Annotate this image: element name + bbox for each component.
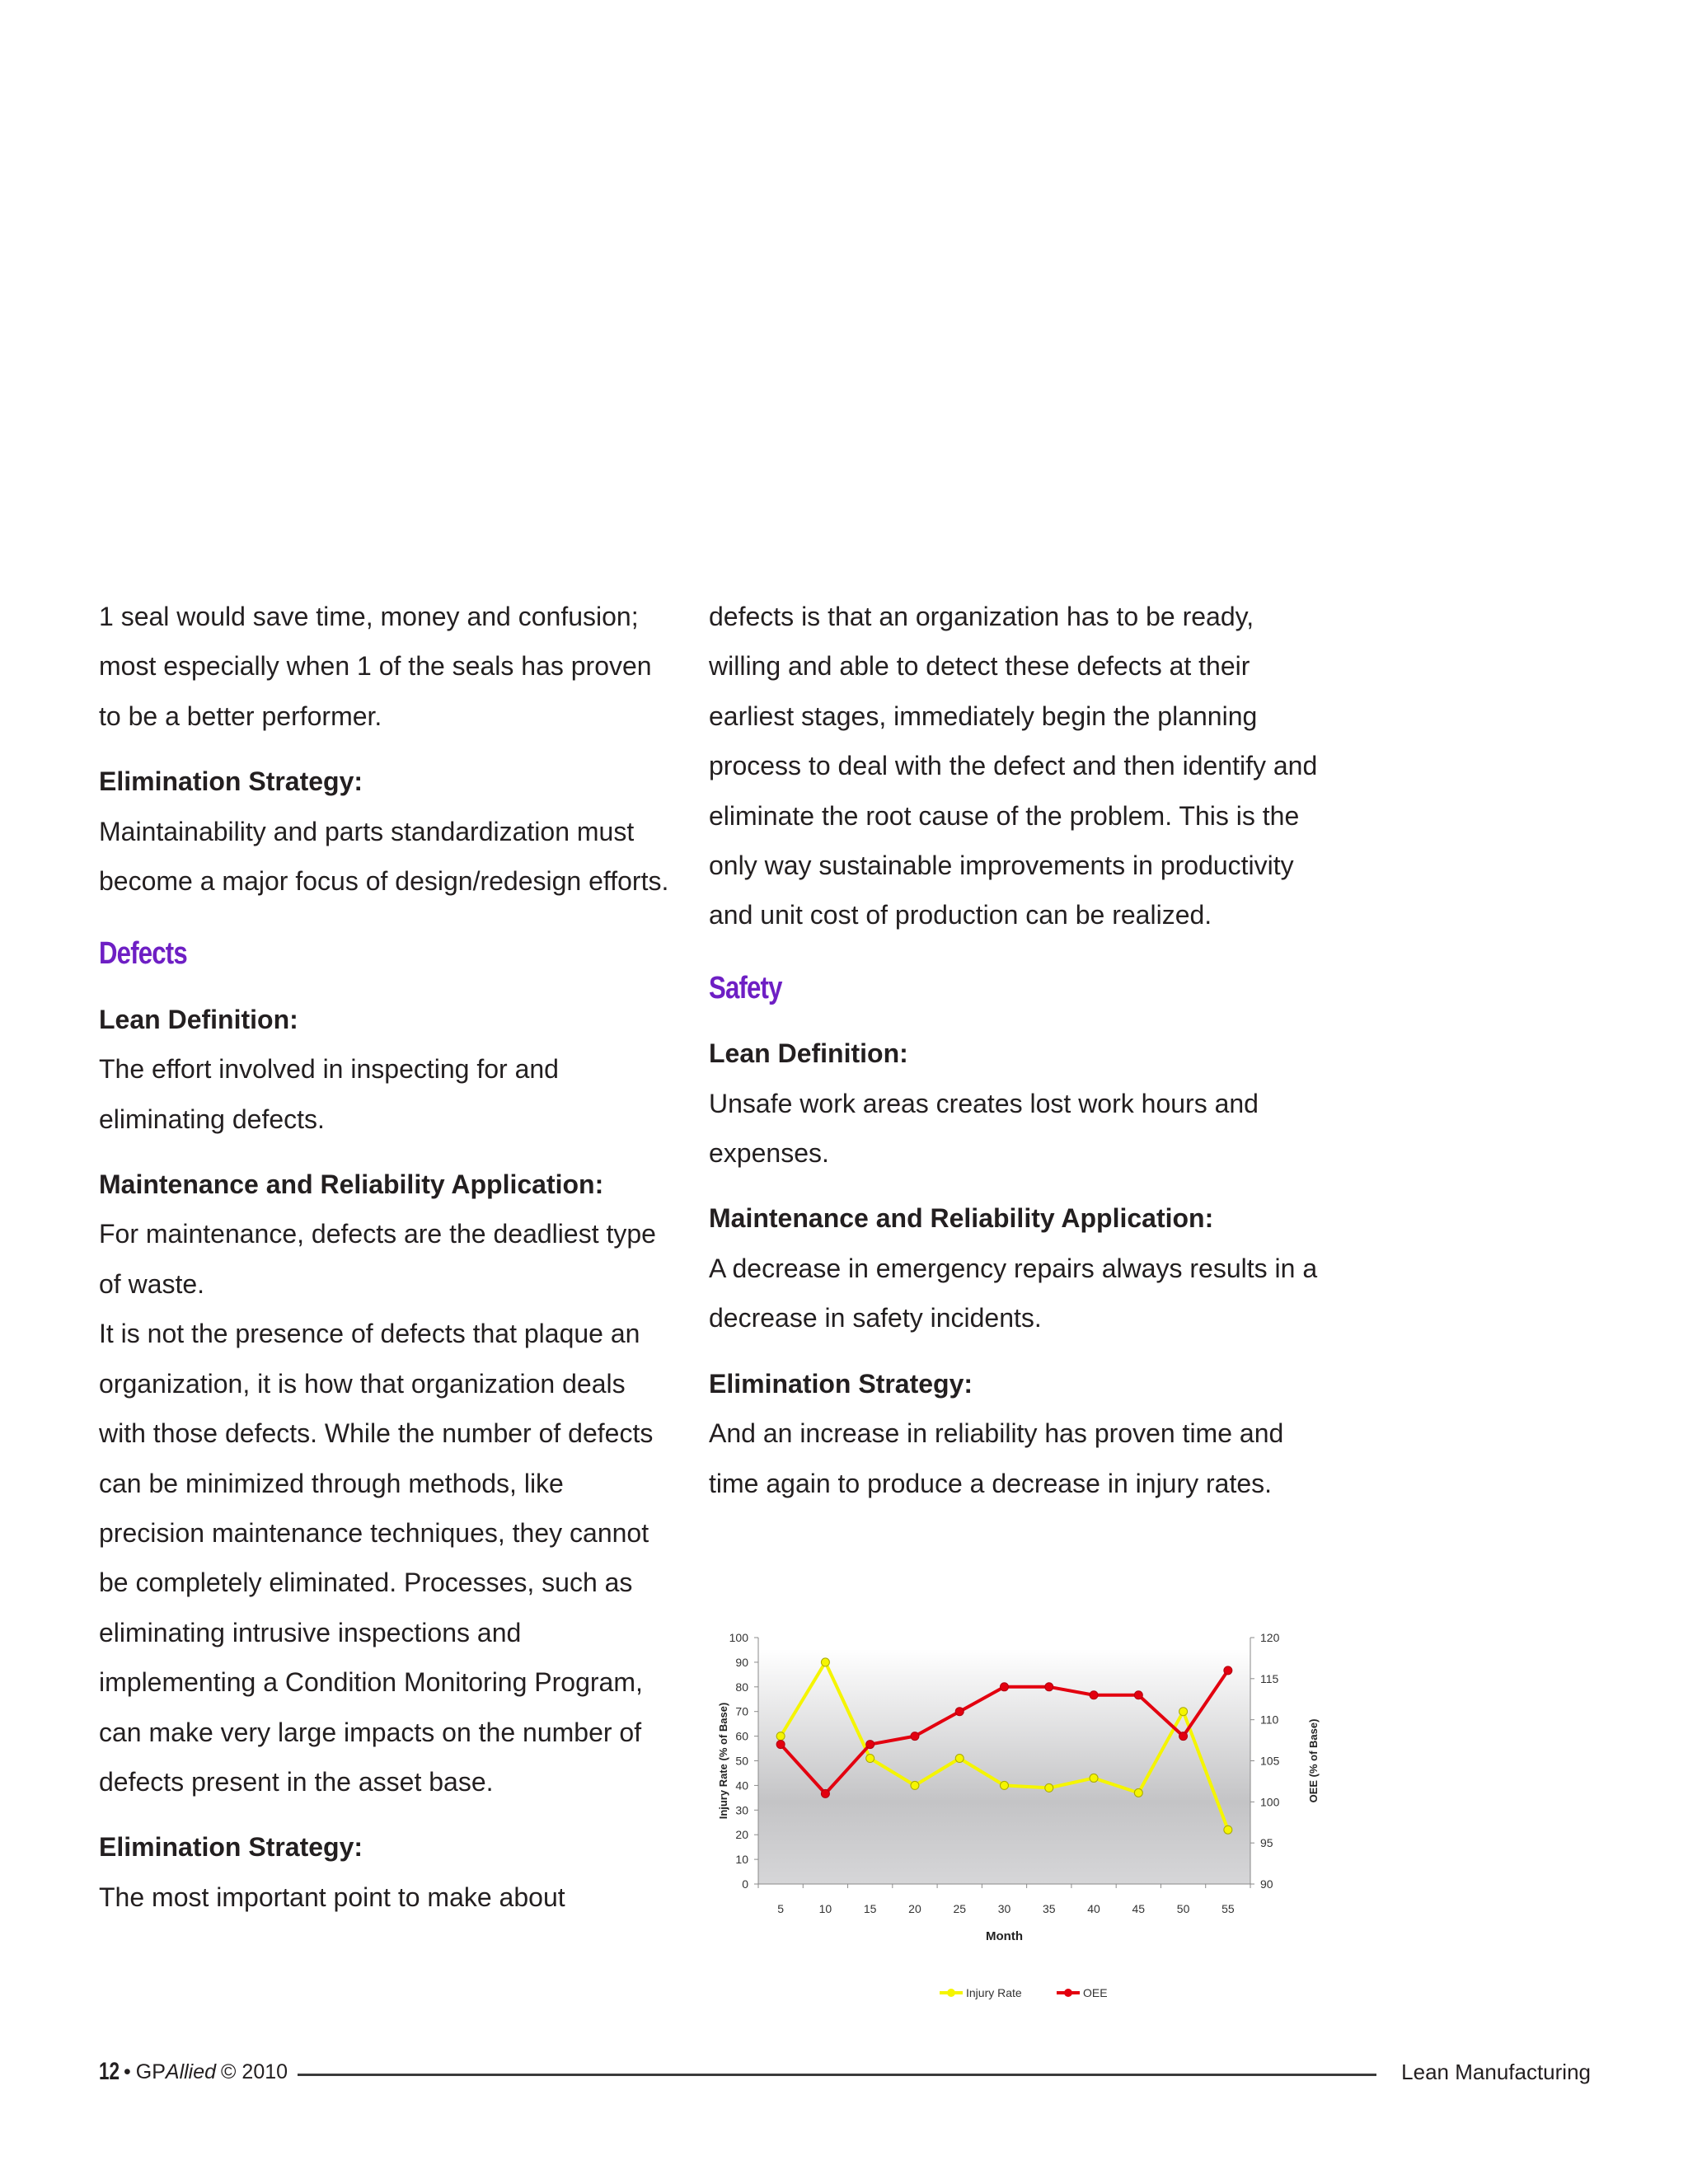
data-point [911,1781,919,1789]
y-tick-label: 100 [729,1631,748,1644]
data-point [1179,1732,1188,1741]
brand-prefix: GP [135,2060,166,2083]
data-point [1134,1691,1142,1699]
data-point [1090,1774,1098,1782]
subheading: Maintenance and Reliability Application: [99,1169,604,1200]
legend-label: OEE [1083,1986,1108,1999]
x-tick-label: 50 [1176,1902,1190,1915]
y-tick-label: 30 [735,1803,748,1817]
data-point [955,1708,964,1716]
y2-tick-label: 110 [1260,1713,1279,1727]
legend-marker-icon [947,1989,955,1997]
x-tick-label: 35 [1042,1902,1056,1915]
y-tick-label: 50 [735,1754,748,1768]
paragraph: The effort involved in inspecting for and eliminating defects. [99,1054,559,1134]
y2-tick-label: 90 [1260,1877,1273,1891]
paragraph: For maintenance, defects are the deadliest type of waste. [99,1219,656,1299]
paragraph: 1 seal would save time, money and confusion; most especially when 1 of the seals has proven to be a better performer. [99,602,652,731]
paragraph: The most important point to make about [99,1882,565,1912]
footer-rule [298,2074,1376,2076]
data-point [1001,1781,1009,1789]
y-tick-label: 90 [735,1655,748,1669]
data-point [866,1741,874,1749]
data-point [1224,1825,1232,1834]
data-point [866,1755,874,1763]
data-point [1045,1683,1053,1691]
paragraph: It is not the presence of defects that plaque an organization, it is how that organization deals with those defects. While the number of defects can be minimized through methods, like precision maintenance techniques, they cannot be completely eliminated. Processes, such as eliminating intrusive inspections and implementing a Condition Monitoring Program, can make very large impacts on the number of defects present in the asset base. [99,1319,654,1797]
right-column [709,592,1319,1508]
data-point [1001,1683,1009,1691]
paragraph: And an increase in reliability has proven time and time again to produce a decrease in injury rates. [709,1418,1284,1498]
paragraph: Unsafe work areas creates lost work hours and expenses. [709,1088,1259,1169]
y2-tick-label: 115 [1260,1671,1279,1685]
x-tick-label: 30 [997,1902,1011,1915]
x-tick-label: 5 [777,1902,785,1915]
section-heading: Defects [99,936,187,972]
y2-tick-label: 100 [1260,1795,1280,1809]
y-tick-label: 0 [742,1877,748,1891]
subheading: Elimination Strategy: [99,766,363,797]
data-point [821,1658,829,1666]
data-point [821,1789,829,1797]
x-tick-label: 45 [1132,1902,1146,1915]
subheading: Lean Definition: [99,1004,298,1034]
subheading: Elimination Strategy: [709,1368,973,1399]
data-point [1090,1691,1098,1699]
x-tick-label: 55 [1221,1902,1235,1915]
data-point [1224,1666,1232,1675]
data-point [776,1741,785,1749]
brand-italic: Allied [165,2060,217,2083]
x-tick-label: 25 [953,1902,967,1915]
subheading: Maintenance and Reliability Application: [709,1203,1214,1234]
left-column [99,592,676,1922]
paragraph: A decrease in emergency repairs always results in a decrease in safety incidents. [709,1253,1318,1333]
data-point [955,1755,964,1763]
paragraph: Maintainability and parts standardization must become a major focus of design/redesign efforts. [99,816,669,897]
data-point [776,1732,785,1741]
y2-tick-label: 105 [1260,1754,1280,1768]
subheading: Elimination Strategy: [99,1832,363,1863]
y-tick-label: 60 [735,1729,748,1743]
page-number: 12 [99,2058,120,2085]
data-point [1179,1708,1188,1716]
y-axis-title: Injury Rate (% of Base) [717,1702,729,1820]
paragraph: defects is that an organization has to be ready, willing and able to detect these defects at their earliest stages, immediately begin the planning process to deal with the defect and then identify and eliminate the root cause of the problem. This is the only way sustainable improvements in productivity and unit cost of production can be realized. [709,602,1318,930]
x-tick-label: 15 [863,1902,877,1915]
legend-marker-icon [1064,1989,1072,1997]
footer-bullet: • [124,2060,131,2083]
x-tick-label: 20 [908,1902,921,1915]
data-point [911,1732,919,1741]
copyright: © 2010 [221,2060,288,2083]
section-heading: Safety [709,970,782,1005]
y-tick-label: 80 [735,1680,748,1694]
footer-section-title: Lean Manufacturing [1401,2059,1591,2084]
y2-axis-title: OEE (% of Base) [1307,1718,1320,1803]
y-tick-label: 10 [735,1853,748,1867]
page-footer [99,2055,1591,2088]
subheading: Lean Definition: [709,1038,908,1069]
y-tick-label: 20 [735,1828,748,1842]
legend-label: Injury Rate [966,1986,1022,1999]
y-tick-label: 40 [735,1779,748,1793]
x-tick-label: 40 [1087,1902,1100,1915]
y2-tick-label: 120 [1260,1631,1280,1644]
y2-tick-label: 95 [1260,1836,1273,1850]
data-point [1045,1783,1053,1792]
data-point [1134,1788,1142,1797]
injury-oee-chart [709,1628,1335,2007]
x-axis-title: Month [986,1929,1023,1943]
x-tick-label: 10 [818,1902,832,1915]
y-tick-label: 70 [735,1704,748,1718]
